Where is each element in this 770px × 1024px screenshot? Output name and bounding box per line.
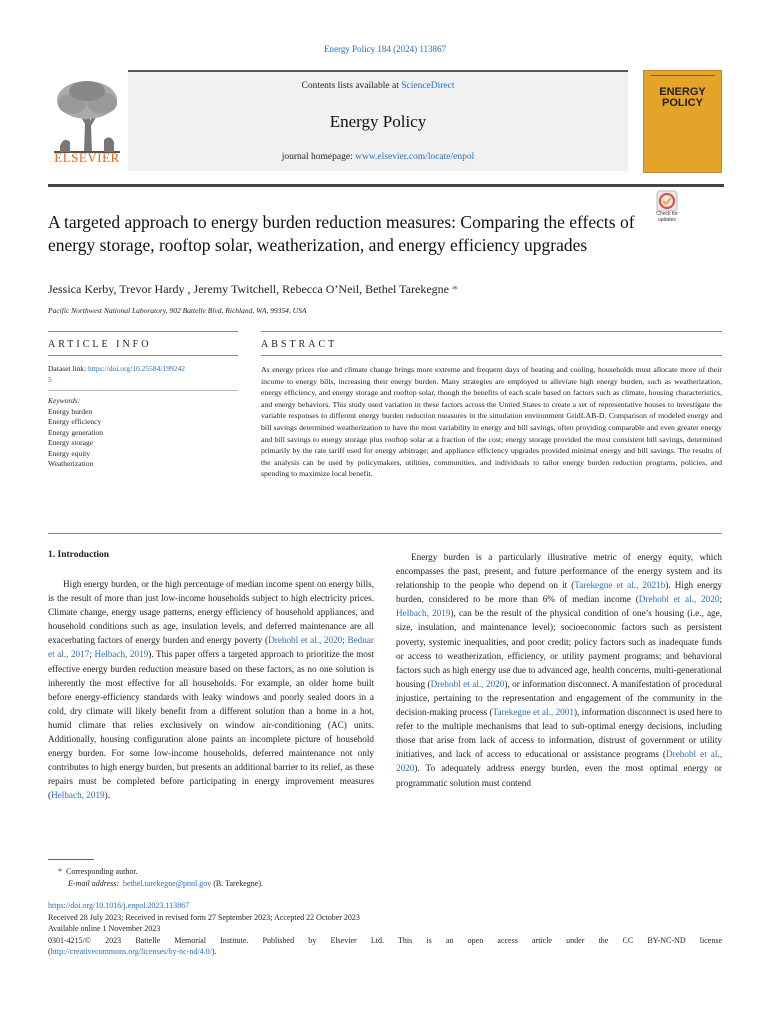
keyword-item: Weatherization — [48, 459, 94, 468]
text-run: Energy burden is a particularly illustrative metric of energy equity, which encompasses the past, present, and future performance of the energy system and its relationship to the people who depend on it ( — [396, 552, 722, 591]
citation-link[interactable]: Drehobl et al., 2020 — [430, 678, 505, 689]
intro-paragraph-right: Energy burden is a particularly illustrative metric of energy equity, which encompasses the past, present, and future performance of the energy system and its relationship to the people who depend on it (Tarekegne et al., 2021b). High energy burden, considered to be more than 6% of median income (Drehobl et al., 2020; Helbach, 2019), can be the result of the physical condition of one’s housing (i.e., age, size, insulation, and maintenance level); socioeconomic factors such as persistent poverty, systemic inequalities, and poor credit; policy factors such as inadequate funds or access to weatherization, efficiency, or utility payment programs; and behavioral factors such as high energy use due to advanced age, health concerns, multi-generational housing (Drehobl et al., 2020), or information disconnect. A manifestation of procedural injustice, pertaining to the representation and engagement of the community in the decision-making process (Tarekegne et al., 2001), information disconnect is used here to refer to the multiple mechanisms that lead to sub-optimal energy decisions, including those that arise from lack of access to information, distrust of government or utility initiatives, and lack of access to educational or assistance programs (Drehobl et al., 2020). To adequately address energy burden, even the most optimal energy or programmatic solution must contend — [396, 552, 723, 788]
badge-text — [650, 212, 684, 223]
citation-link[interactable]: Drehobl et al., 2020 — [638, 594, 720, 605]
journal-reference[interactable]: Energy Policy 184 (2024) 113867 — [324, 44, 446, 54]
cover-title-line1: ENERGY — [659, 86, 706, 98]
doi-link[interactable]: https://doi.org/10.1016/j.enpol.2023.113867 — [48, 901, 190, 910]
abstract-text: As energy prices rise and climate change brings more extreme and frequent days of heating and cooling, households must allocate more of their income to energy bills, increasing their energy burden. Many strategies are employed to alleviate high energy burden, such as weatherization, energy efficiency, and energy storage and rooftop solar, though the benefits of each scale based on factors such as climate, housing characteristics, and energy behaviors. This study used variation in these factors across the United States to create a set of representative houses to investigate the variable responses to different energy burden reduction measures in the simulation environment GridLAB-D. Comparison of modeled energy and bill savings determined weatherization to have the most variability in energy and bill savings, often providing comparable and even greater energy and bill savings to energy storage plus rooftop solar at a fraction of the cost; energy storage provided the most consistent bill savings, determined primarily by the rate tariff used for energy arbitrage; and appliance efficiency upgrades provided minimal energy and bill savings. The results of the analysis can be used by policymakers, utilities, communities, and individuals to tailor energy burden reduction programs, policies, and spending to maximize local benefit. — [261, 365, 722, 479]
text-run: High energy burden, or the high percentage of median income spent on energy bills, is the result of more than just low-income households subject to high electricity prices. Climate change, energy usage patterns, energy efficiency of household appliances, and household conditions such as age, insulation levels, and deferred maintenance are all exacerbating factors of energy burden and energy poverty ( — [48, 579, 374, 646]
citation-link[interactable]: Helbach, 2019 — [94, 649, 149, 660]
keywords-rule — [48, 390, 238, 391]
article-info-rule — [48, 331, 238, 332]
intro-paragraph-left: High energy burden, or the high percentage of median income spent on energy bills, is the result of more than just low-income households subject to high electricity prices. Climate change, energy usage patterns, energy efficiency of household appliances, and household conditions such as age, insulation levels, and deferred maintenance are all exacerbating factors of energy burden and energy poverty (Drehobl et al., 2020; Bednar et al., 2017; Helbach, 2019). This paper offers a targeted approach to prioritize the most effective energy burden reduction measure based on these factors, as no one solution is inherently the most effective for all households. For example, an older home built before energy-efficiency standards with leaky windows and poorly sealed doors in a cold, dry climate will likely benefit from a different solution than a home in a hot, humid climate that relies exclusively on window air-conditioning (AC) units. Additionally, housing configuration alone paints an incomplete picture of household energy burden. For some low-income households, deferred maintenance not only contributes to high energy burden, but presents an additional barrier to its relief, as these repairs must be completed before participating in energy improvement measures (Helbach, 2019). — [48, 579, 374, 801]
article-info-rule-2 — [48, 355, 238, 356]
citation-link[interactable]: Drehobl et al., 2020 — [268, 635, 343, 646]
check-for-updates-badge[interactable] — [650, 190, 684, 230]
check-updates-icon — [650, 190, 684, 212]
badge-line2: updates — [658, 216, 676, 223]
email-line — [58, 878, 263, 890]
homepage-prefix: journal homepage: — [281, 152, 356, 162]
text-run: ). — [104, 790, 110, 801]
keywords-block — [48, 396, 240, 470]
keyword-item: Energy equity — [48, 448, 91, 458]
text-run: ). To adequately address energy burden, even the most optimal energy or programmatic solution must contend — [396, 763, 722, 788]
email-suffix: (B. Tarekegne). — [211, 878, 263, 888]
author-list — [48, 282, 458, 297]
contents-line — [128, 81, 628, 91]
license-open: ( — [48, 947, 51, 956]
corresponding-label: Corresponding author. — [66, 867, 138, 876]
footnote-rule — [48, 859, 94, 860]
text-run: ). This paper offers a targeted approach to prioritize the most effective energy burden reduction measure based on these factors, as no one solution is inherently the most effective for all households. For example, an older home built before energy-efficiency standards with leaky windows and poorly sealed doors in a cold, dry climate will likely benefit from a different solution than a home in a hot, humid climate that relies exclusively on window air-conditioning (AC) units. Additionally, housing configuration alone paints an incomplete picture of household energy burden. For some low-income households, deferred maintenance not only contributes to high energy burden, but presents an additional barrier to its relief, as these repairs must be completed before participating in energy improvement measures ( — [48, 649, 374, 801]
email-link[interactable]: bethel.tarekegne@pnnl.gov — [123, 878, 212, 888]
citation-link[interactable]: Drehobl et al., 2020 — [396, 749, 722, 774]
abstract-rule — [261, 331, 722, 332]
text-run: ), can be the result of the physical condition of one’s housing (i.e., age, size, insulation, and maintenance level); socioeconomic factors such as persistent poverty, systemic inequalities, and poor credit; policy factors such as inadequate funds or access to weatherization, efficiency, or utility payment programs; and behavioral factors such as high energy use due to advanced age, health concerns, multi-generational housing ( — [396, 608, 722, 689]
article-info-heading: ARTICLE INFO — [48, 339, 152, 350]
license-close: ). — [211, 947, 217, 956]
citation-link[interactable]: Helbach, 2019 — [396, 608, 451, 619]
badge-line1: Check for — [656, 211, 678, 217]
sciencedirect-link[interactable]: ScienceDirect — [401, 81, 455, 91]
corresponding-author-mark[interactable]: * — [451, 282, 458, 296]
citation-link[interactable]: Tarekegne et al., 2001 — [492, 707, 574, 718]
abstract-rule-2 — [261, 355, 722, 356]
authors-text: Jessica Kerby, Trevor Hardy , Jeremy Twitchell, Rebecca O’Neil, Bethel Tarekegne — [48, 282, 449, 296]
homepage-link[interactable]: www.elsevier.com/locate/enpol — [355, 152, 475, 162]
journal-cover-thumbnail[interactable] — [643, 70, 722, 173]
abstract-heading: ABSTRACT — [261, 339, 338, 350]
affiliation: Pacific Northwest National Laboratory, 902 Battelle Blvd, Richland, WA, 99354, USA — [48, 306, 307, 315]
copyright-line: 0301-4215/© 2023 Battelle Memorial Institute. Published by Elsevier Ltd. This is an open access article under the CC BY-NC-ND license — [48, 935, 722, 945]
dataset-link-block — [48, 364, 240, 385]
dataset-label: Dataset link: — [48, 364, 88, 373]
homepage-line — [128, 152, 628, 162]
masthead-rule — [48, 184, 724, 187]
journal-title: Energy Policy — [329, 112, 427, 131]
email-label: E-mail address: — [68, 878, 120, 888]
citation-link[interactable]: Bednar et al., 2017 — [48, 635, 374, 660]
license-line — [48, 946, 722, 958]
cover-rule — [650, 75, 715, 79]
keyword-item: Energy generation — [48, 427, 104, 437]
keyword-item: Energy storage — [48, 438, 94, 447]
corresponding-note — [58, 866, 263, 878]
dataset-link[interactable]: https://doi.org/10.25584/199242 — [88, 364, 185, 373]
abstract-bottom-rule — [48, 533, 722, 534]
available-online: Available online 1 November 2023 — [48, 924, 161, 933]
section-heading-introduction: 1. Introduction — [48, 550, 110, 560]
license-link[interactable]: http://creativecommons.org/licenses/by-nc-nd/4.0/ — [50, 947, 212, 956]
article-history — [48, 900, 722, 958]
elsevier-tree-logo — [48, 76, 126, 154]
dataset-link-continued[interactable]: 5 — [48, 374, 52, 384]
text-run: ), information disconnect is used here to refer to the multiple mechanisms that lead to sub-optimal energy decisions, including those that arise from lack of access to information, distrust of government or utility initiatives, and lack of access to educational or assistance programs ( — [396, 707, 722, 760]
journal-masthead — [128, 70, 628, 171]
article-title: A targeted approach to energy burden reduction measures: Comparing the effects of energy storage, rooftop solar, weatherization, and energy efficiency upgrades — [48, 212, 635, 255]
elsevier-wordmark: ELSEVIER — [54, 150, 120, 165]
received-dates: Received 28 July 2023; Received in revised form 27 September 2023; Accepted 22 October 2023 — [48, 912, 360, 922]
keyword-item: Energy efficiency — [48, 417, 102, 426]
cover-title-line2: POLICY — [662, 97, 703, 109]
text-run: ). High energy burden, considered to be more than 6% of median income ( — [396, 580, 723, 605]
footnote — [58, 866, 263, 889]
contents-prefix: Contents lists available at — [301, 81, 402, 91]
cover-title — [644, 87, 721, 109]
footnote-mark: * — [58, 867, 62, 876]
text-run: ), or information disconnect. A manifestation of procedural injustice, pertaining to the representation and engagement of the community in the decision-making process ( — [396, 678, 723, 718]
keyword-item: Energy burden — [48, 406, 93, 416]
keywords-label: Keywords: — [48, 396, 81, 405]
citation-link[interactable]: Helbach, 2019 — [51, 790, 105, 801]
citation-link[interactable]: Tarekegne et al., 2021b — [574, 580, 666, 591]
